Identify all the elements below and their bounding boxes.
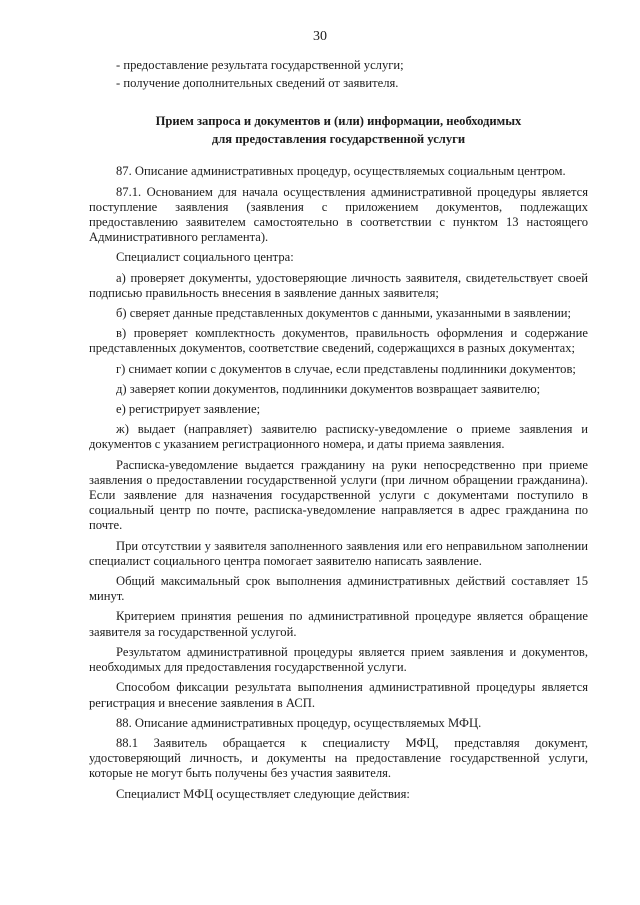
item-v: в) проверяет комплектность документов, правильность оформления и содержание представленных документов, соответствие сведений, содержащихся в разных документах; xyxy=(89,326,588,356)
paragraph-88: 88. Описание административных процедур, осуществляемых МФЦ. xyxy=(116,715,482,730)
paragraph-method: Способом фиксации результата выполнения административной процедуры является регистрация и внесение заявления в АСП. xyxy=(89,680,588,710)
document-body xyxy=(89,58,588,807)
bullet-item: - получение дополнительных сведений от заявителя. xyxy=(116,76,399,91)
heading-line-2: для предоставления государственной услуги xyxy=(211,132,466,147)
item-g: г) снимает копии с документов в случае, если представлены подлинники документов; xyxy=(116,361,576,376)
item-zh: ж) выдает (направляет) заявителю расписку-уведомление о приеме заявления и документов с указанием регистрационного номера, и даты приема заявления. xyxy=(89,422,588,452)
paragraph-receipt: Расписка-уведомление выдается гражданину на руки непосредственно при приеме заявления о предоставлении государственной услуги (при личном обращении гражданина). Если заявление для назначения государственной услуги с документами поступило в социальный центр по почте, расписка-уведомление направляется в адрес гражданина по почте. xyxy=(89,457,588,533)
bullet-item: - предоставление результата государственной услуги; xyxy=(116,58,404,72)
bullet-list xyxy=(89,58,588,91)
paragraph-87: 87. Описание административных процедур, осуществляемых социальным центром. xyxy=(116,164,566,179)
paragraph-87-1: 87.1. Основанием для начала осуществления административной процедуры является поступление заявления (заявления с приложением документов, подлежащих предоставлению заявителем самостоятельно в соответствии с пунктом 13 настоящего Административного регламента). xyxy=(89,184,588,245)
item-a: а) проверяет документы, удостоверяющие личность заявителя, свидетельствует своей подписью правильность внесения в заявление данных заявителя; xyxy=(89,270,588,300)
section-heading xyxy=(89,112,588,148)
paragraph-88-1: 88.1 Заявитель обращается к специалисту МФЦ, представляя документ, удостоверяющий личность, и документы на предоставление государственной услуги, которые не могут быть получены без участия заявителя. xyxy=(89,735,588,781)
paragraph-result: Результатом административной процедуры является прием заявления и документов, необходимых для предоставления государственной услуги. xyxy=(89,644,588,675)
item-e: е) регистрирует заявление; xyxy=(116,402,261,417)
paragraph-criterion: Критерием принятия решения по административной процедуре является обращение заявителя за государственной услугой. xyxy=(89,609,588,639)
paragraph-absence: При отсутствии у заявителя заполненного заявления или его неправильном заполнении специалист социального центра помогает заявителю написать заявление. xyxy=(89,538,588,568)
item-b: б) сверяет данные представленных документов с данными, указанными в заявлении; xyxy=(116,306,572,321)
heading-line-1: Прием запроса и документов и (или) информации, необходимых xyxy=(155,114,522,129)
page-number: 30 xyxy=(313,29,327,44)
paragraph-specialist: Специалист социального центра: xyxy=(116,250,294,265)
paragraph-max-term: Общий максимальный срок выполнения административных действий составляет 15 минут. xyxy=(89,574,588,604)
paragraph-mfc: Специалист МФЦ осуществляет следующие действия: xyxy=(116,786,410,801)
item-d: д) заверяет копии документов, подлинники документов возвращает заявителю; xyxy=(116,381,541,396)
